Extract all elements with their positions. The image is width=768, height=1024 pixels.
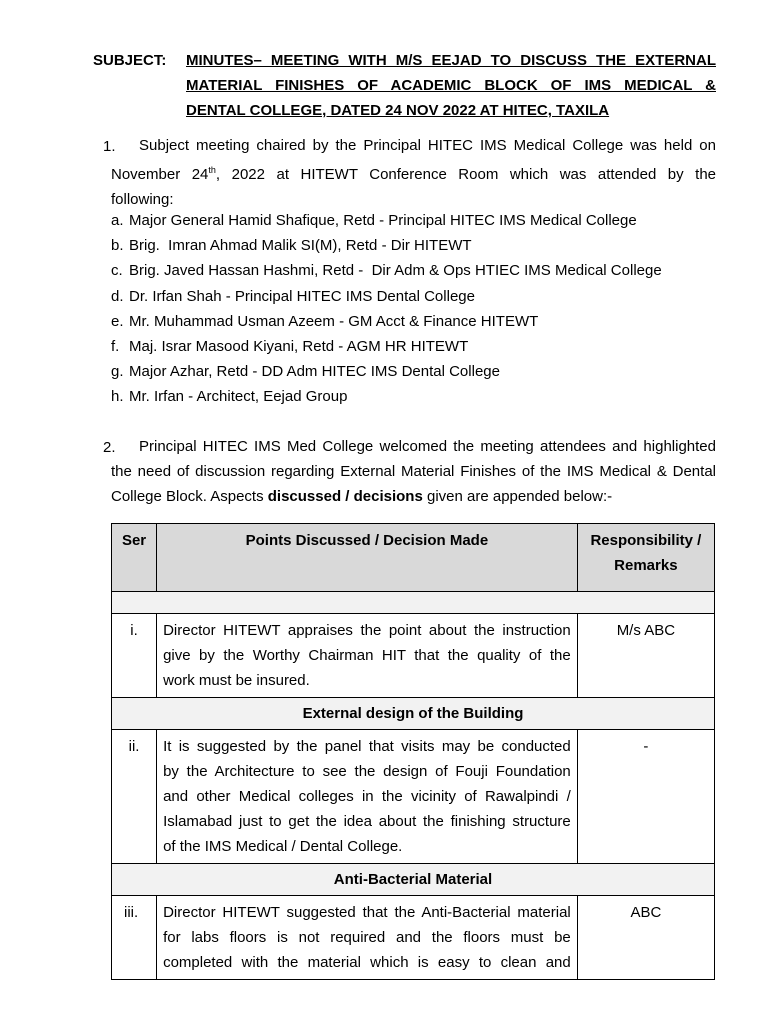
section-row [112,864,715,896]
attendee-letter: c. [111,262,123,280]
attendee-item [111,233,662,258]
attendee-item [111,258,662,283]
attendee-letter: e. [111,312,124,330]
para-1-line-2 [111,158,716,187]
attendee-item [111,359,662,384]
para-2-line-3-start: College Block. Aspects [111,488,268,505]
attendee-letter: h. [111,388,124,406]
row-text-line: give by the Worthy Chairman HIT that the quality of the [163,647,571,664]
attendee-text: Major General Hamid Shafique, Retd - Principal HITEC IMS Medical College [129,212,637,229]
header-responsibility [577,524,714,592]
attendee-text: Dr. Irfan Shah - Principal HITEC IMS Dental College [129,287,475,305]
attendee-text: Brig. Imran Ahmad Malik SI(M), Retd - Dir HITEWT [129,237,472,255]
row-ser: iii. [112,896,157,980]
table-row [112,614,715,698]
row-text-line: of the IMS Medical / Dental College. [163,838,403,855]
attendee-letter: a. [111,212,124,229]
attendee-item [111,208,662,233]
row-text-line: Director HITEWT suggested that the Anti-Bacterial material [163,904,571,921]
row-text-line: for labs floors is not required and the floors must be [163,929,571,946]
blank-cell [112,592,715,614]
subject-label: SUBJECT: [93,52,167,69]
row-text-line: Islamabad just to get the idea about the finishing structure [163,813,571,830]
row-text-line: It is suggested by the panel that visits may be conducted [163,738,571,755]
row-responsibility: M/s ABC [577,614,714,698]
attendee-text: Maj. Israr Masood Kiyani, Retd - AGM HR HITEWT [129,337,469,355]
section-heading: External design of the Building [112,698,715,730]
para-1 [111,133,716,212]
para-2 [111,434,716,509]
table-row [112,896,715,980]
attendee-letter: f. [111,337,120,355]
table-header-row [112,524,715,592]
para-1-line-1: Subject meeting chaired by the Principal HITEC IMS Medical College was held on [139,137,716,154]
row-text-line: work must be insured. [163,672,310,689]
attendee-item [111,384,662,409]
para-2-line-3-end: given are appended below:- [422,488,613,505]
para-2-emphasis: discussed / decisions [267,488,423,505]
attendee-letter: d. [111,287,124,305]
row-points [157,730,578,864]
para-2-line-1: Principal HITEC IMS Med College welcomed the meeting attendees and highlighted [139,438,716,455]
header-points: Points Discussed / Decision Made [157,524,578,592]
para-1-date-suffix: th [208,165,216,175]
row-ser: i. [112,614,157,698]
subject-title-line-3: DENTAL COLLEGE, DATED 24 NOV 2022 AT HITEC, TAXILA [186,102,610,119]
row-points [157,896,578,980]
row-text-line: by the Architecture to see the design of Fouji Foundation [163,763,571,780]
para-2-line-2: the need of discussion regarding External Material Finishes of the IMS Medical & Dental [111,463,716,480]
attendee-item [111,284,662,309]
attendee-letter: g. [111,363,124,381]
para-2-line-3 [111,484,716,509]
attendee-text: Brig. Javed Hassan Hashmi, Retd - Dir Adm & Ops HTIEC IMS Medical College [129,262,662,280]
table-row [112,730,715,864]
subject-title-line-2: MATERIAL FINISHES OF ACADEMIC BLOCK OF IMS MEDICAL & [186,77,716,94]
row-ser: ii. [112,730,157,864]
row-points [157,614,578,698]
section-heading: Anti-Bacterial Material [112,864,715,896]
attendee-letter: b. [111,237,124,255]
row-responsibility: ABC [577,896,714,980]
para-1-date: November 24 [111,166,209,183]
header-ser: Ser [112,524,157,592]
row-responsibility: - [577,730,714,864]
attendee-text: Mr. Irfan - Architect, Eejad Group [129,388,348,406]
para-1-line-2-rest: , 2022 at HITEWT Conference Room which was attended by the [215,166,717,183]
para-1-number: 1. [103,138,116,155]
subject-title-line-1: MINUTES– MEETING WITH M/S EEJAD TO DISCUSS THE EXTERNAL [186,52,716,69]
row-text-line: Director HITEWT appraises the point about the instruction [163,622,571,639]
minutes-table [111,523,715,980]
section-row [112,698,715,730]
header-resp-line-2: Remarks [614,557,678,574]
attendee-text: Mr. Muhammad Usman Azeem - GM Acct & Finance HITEWT [129,312,539,330]
header-resp-line-1: Responsibility / [590,532,702,549]
row-text-line: and other Medical colleges in the vicinity of Rawalpindi / [163,788,571,805]
blank-row [112,592,715,614]
para-1-line-3: following: [111,191,174,208]
attendee-list [111,208,662,410]
para-2-number: 2. [103,439,116,456]
attendee-text: Major Azhar, Retd - DD Adm HITEC IMS Dental College [129,363,500,381]
attendee-item [111,309,662,334]
attendee-item [111,334,662,359]
row-text-line: completed with the material which is easy to clean and [163,954,571,971]
